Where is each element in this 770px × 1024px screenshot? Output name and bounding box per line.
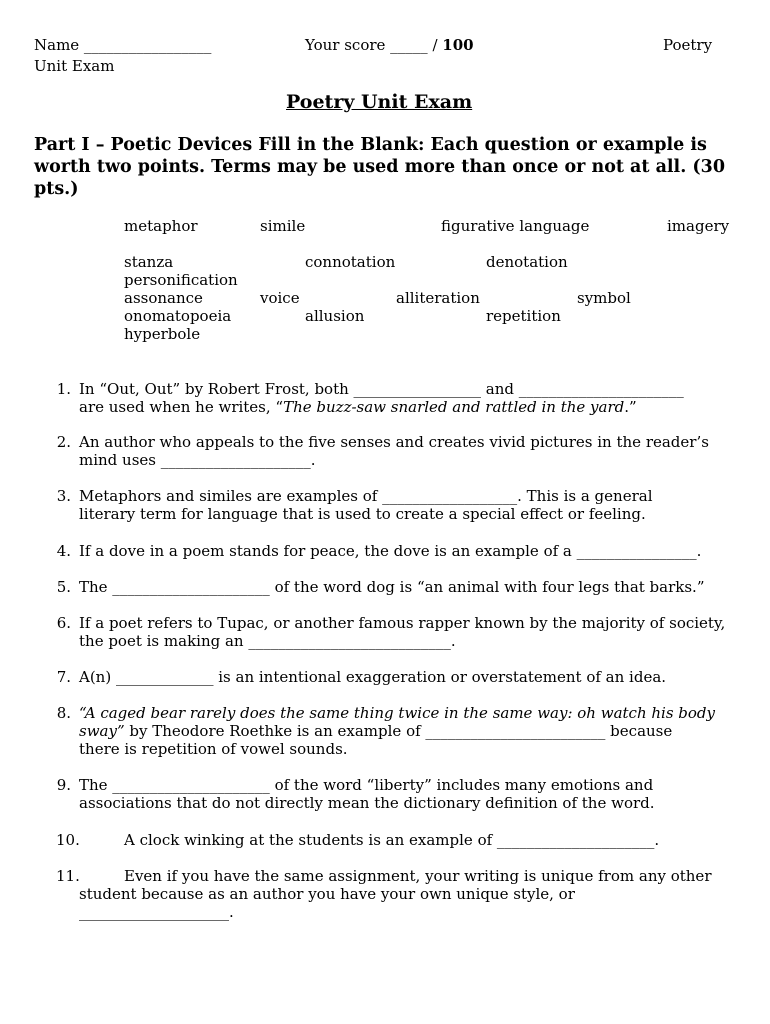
question-text-line: The _____________________ of the word dog is “an animal with four legs that barks.”: [79, 578, 705, 596]
question-number: 7.: [56, 668, 71, 686]
question-7: [34, 668, 734, 686]
word-bank-term: repetition: [486, 307, 561, 325]
question-4: [34, 542, 734, 560]
question-text-line: Metaphors and similes are examples of __________________. This is a general: [79, 487, 653, 505]
question-text-line: ____________________.: [79, 903, 234, 921]
question-8: [34, 704, 734, 758]
score-field: [305, 36, 474, 54]
word-bank-term: symbol: [577, 289, 631, 307]
question-number: 10.: [56, 831, 80, 849]
course-label-line2: Unit Exam: [34, 57, 115, 75]
word-bank-term: onomatopoeia: [124, 307, 232, 325]
course-label-line1: Poetry: [663, 36, 713, 54]
question-quote: “A caged bear rarely does the same thing twice in the same way: oh watch his body: [79, 704, 716, 722]
question-text-line: [79, 722, 734, 740]
part-heading: Part I – Poetic Devices Fill in the Blank: Each question or example is worth two points. Terms may be used more than once or not at all. (30 pts.): [34, 135, 726, 199]
question-number: 4.: [56, 542, 71, 560]
question-text-line: [79, 704, 734, 722]
question-number: 2.: [56, 433, 71, 451]
question-text-line: In “Out, Out” by Robert Frost, both _________________ and ______________________: [79, 380, 684, 398]
question-text: are used when he writes, “: [79, 398, 284, 416]
question-quote: sway”: [79, 722, 125, 740]
question-text-line: mind uses ____________________.: [79, 451, 316, 469]
word-bank-term: connotation: [305, 253, 396, 271]
question-5: [34, 578, 734, 596]
question-6: [34, 614, 734, 650]
word-bank-term: metaphor: [124, 217, 198, 235]
word-bank-term: imagery: [667, 217, 730, 235]
name-field-label: Name _________________: [34, 36, 212, 54]
question-text-line: [79, 831, 734, 849]
question-text-line: [79, 398, 734, 416]
question-number: 9.: [56, 776, 71, 794]
question-number: 6.: [56, 614, 71, 632]
question-number: 1.: [56, 380, 71, 398]
word-bank-term: denotation: [486, 253, 568, 271]
score-total: 100: [442, 36, 474, 54]
word-bank-term: simile: [260, 217, 306, 235]
score-prefix: Your score _____ /: [305, 36, 443, 54]
question-text: Even if you have the same assignment, your writing is unique from any other: [124, 867, 712, 885]
question-number: 11.: [56, 867, 80, 885]
word-bank-term: hyperbole: [124, 325, 201, 343]
question-number: 5.: [56, 578, 71, 596]
question-text-line: If a dove in a poem stands for peace, the dove is an example of a ________________.: [79, 542, 702, 560]
question-10: [34, 831, 734, 849]
word-bank-term: alliteration: [396, 289, 480, 307]
question-text: by Theodore Roethke is an example of ________________________ because: [124, 722, 673, 740]
question-text-line: there is repetition of vowel sounds.: [79, 740, 348, 758]
question-text-line: [79, 867, 734, 885]
word-bank-term: voice: [260, 289, 300, 307]
word-bank-term: allusion: [305, 307, 365, 325]
word-bank-term: stanza: [124, 253, 174, 271]
question-number: 8.: [56, 704, 71, 722]
question-text-line: literary term for language that is used to create a special effect or feeling.: [79, 505, 646, 523]
question-text-line: If a poet refers to Tupac, or another famous rapper known by the majority of society,: [79, 614, 726, 632]
question-text-line: student because as an author you have your own unique style, or: [79, 885, 575, 903]
word-bank-term: personification: [124, 271, 238, 289]
question-3: [34, 487, 734, 523]
question-9: [34, 776, 734, 812]
question-1: [34, 380, 734, 416]
question-text-line: associations that do not directly mean the dictionary definition of the word.: [79, 794, 655, 812]
question-text-line: the poet is making an ___________________________.: [79, 632, 456, 650]
question-text-line: A(n) _____________ is an intentional exaggeration or overstatement of an idea.: [79, 668, 667, 686]
page-title: Poetry Unit Exam: [286, 91, 473, 113]
question-text: .”: [624, 398, 637, 416]
question-quote: The buzz-saw snarled and rattled in the yard: [283, 398, 625, 416]
question-text: A clock winking at the students is an example of _____________________.: [124, 831, 660, 849]
question-text-line: The _____________________ of the word “liberty” includes many emotions and: [79, 776, 654, 794]
word-bank-term: figurative language: [441, 217, 590, 235]
question-11: [34, 867, 734, 921]
word-bank-term: assonance: [124, 289, 203, 307]
question-text-line: An author who appeals to the five senses and creates vivid pictures in the reader’s: [79, 433, 709, 451]
question-number: 3.: [56, 487, 71, 505]
question-2: [34, 433, 734, 469]
